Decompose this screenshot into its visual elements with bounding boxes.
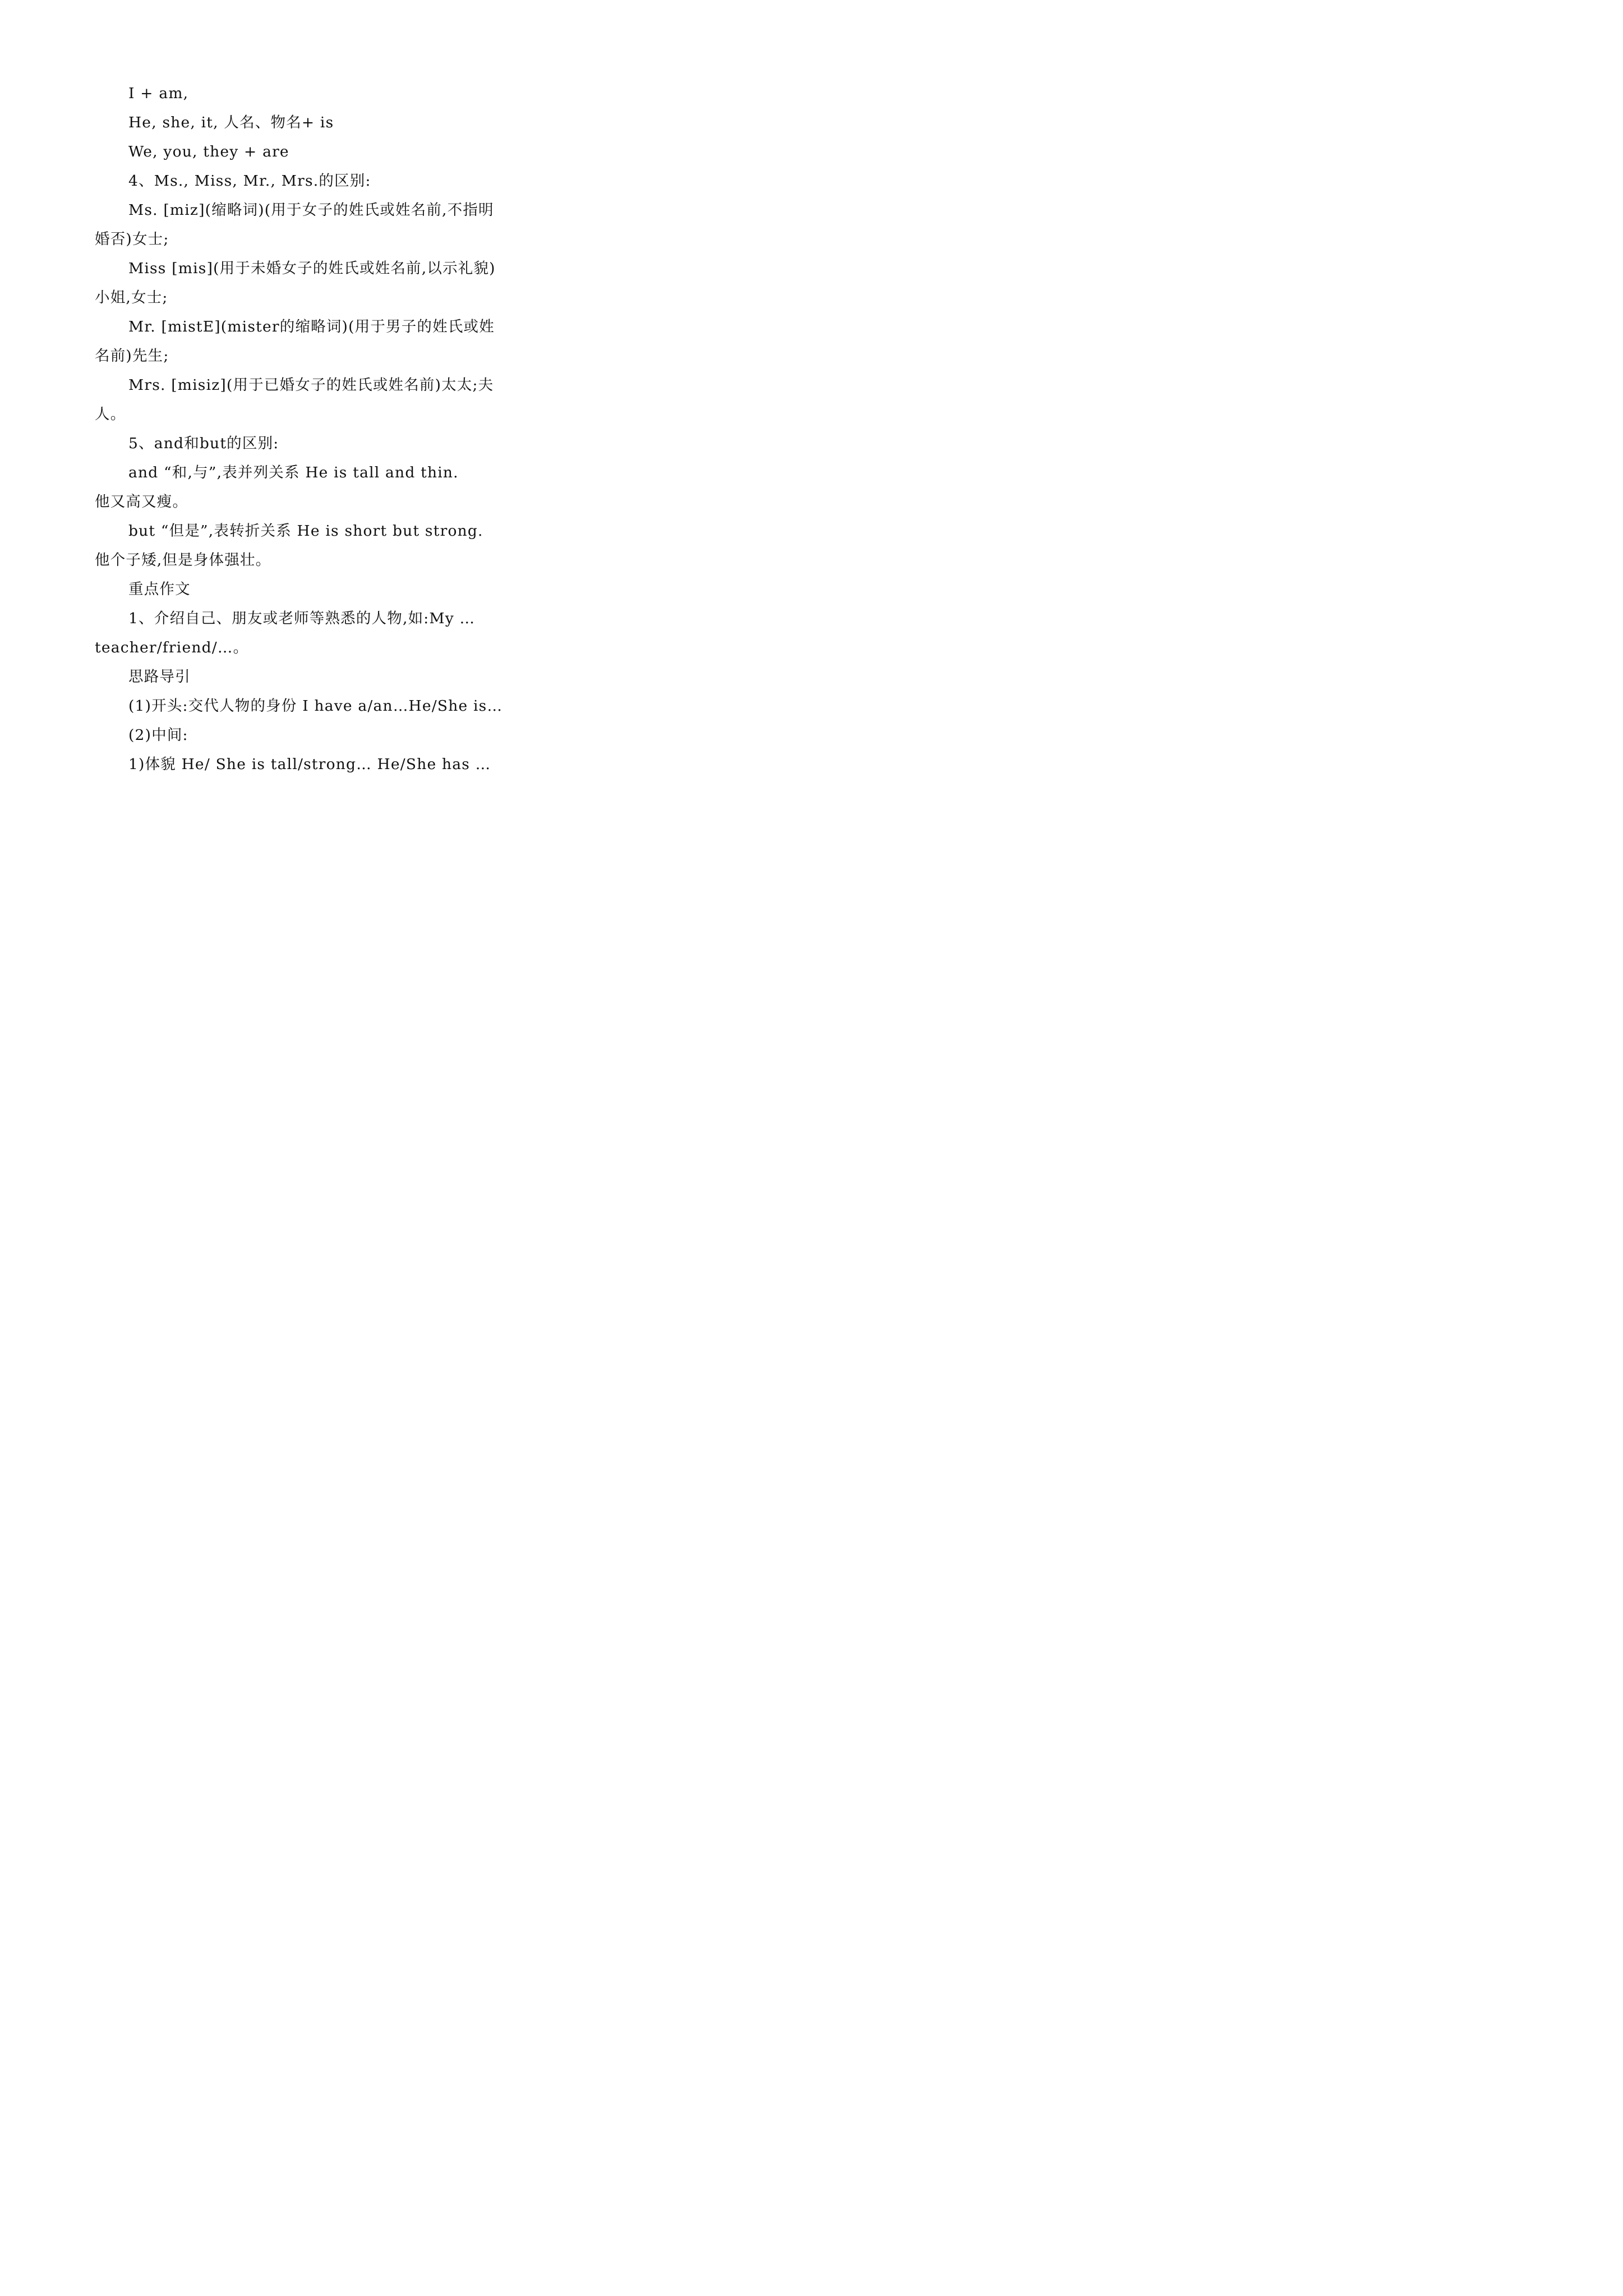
text-line: I + am, (128, 85, 189, 102)
section-heading: 5、and和but的区别: (128, 435, 279, 452)
text-line: 小姐,女士; (95, 289, 168, 306)
text-line: 1、介绍自己、朋友或老师等熟悉的人物,如:My … (128, 610, 476, 627)
text-line: He, she, it, 人名、物名+ is (128, 114, 334, 131)
section-heading: 4、Ms., Miss, Mr., Mrs.的区别: (128, 172, 371, 190)
text-line: but “但是”,表转折关系 He is short but strong. (128, 522, 483, 540)
section-heading: 思路导引 (128, 668, 191, 685)
text-line: Ms. [miz](缩略词)(用于女子的姓氏或姓名前,不指明 (128, 201, 494, 219)
text-line: 人。 (95, 406, 126, 423)
text-line: (2)中间: (128, 726, 188, 744)
text-line: Miss [mis](用于未婚女子的姓氏或姓名前,以示礼貌) (128, 260, 496, 277)
text-line: teacher/friend/…。 (95, 639, 249, 656)
section-heading: 重点作文 (128, 581, 191, 598)
text-line: Mrs. [misiz](用于已婚女子的姓氏或姓名前)太太;夫 (128, 376, 494, 394)
text-line: and “和,与”,表并列关系 He is tall and thin. (128, 464, 459, 481)
text-line: 1)体貌 He/ She is tall/strong… He/She has … (128, 756, 491, 773)
text-line: 他又高又瘦。 (95, 493, 188, 510)
text-line: (1)开头:交代人物的身份 I have a/an…He/She is… (128, 697, 503, 715)
text-line: We, you, they + are (128, 143, 289, 160)
text-line: 名前)先生; (95, 347, 169, 365)
text-line: Mr. [mistE](mister的缩略词)(用于男子的姓氏或姓 (128, 318, 495, 335)
document-page (0, 0, 621, 879)
text-line: 他个子矮,但是身体强壮。 (95, 551, 271, 569)
text-line: 婚否)女士; (95, 231, 169, 248)
